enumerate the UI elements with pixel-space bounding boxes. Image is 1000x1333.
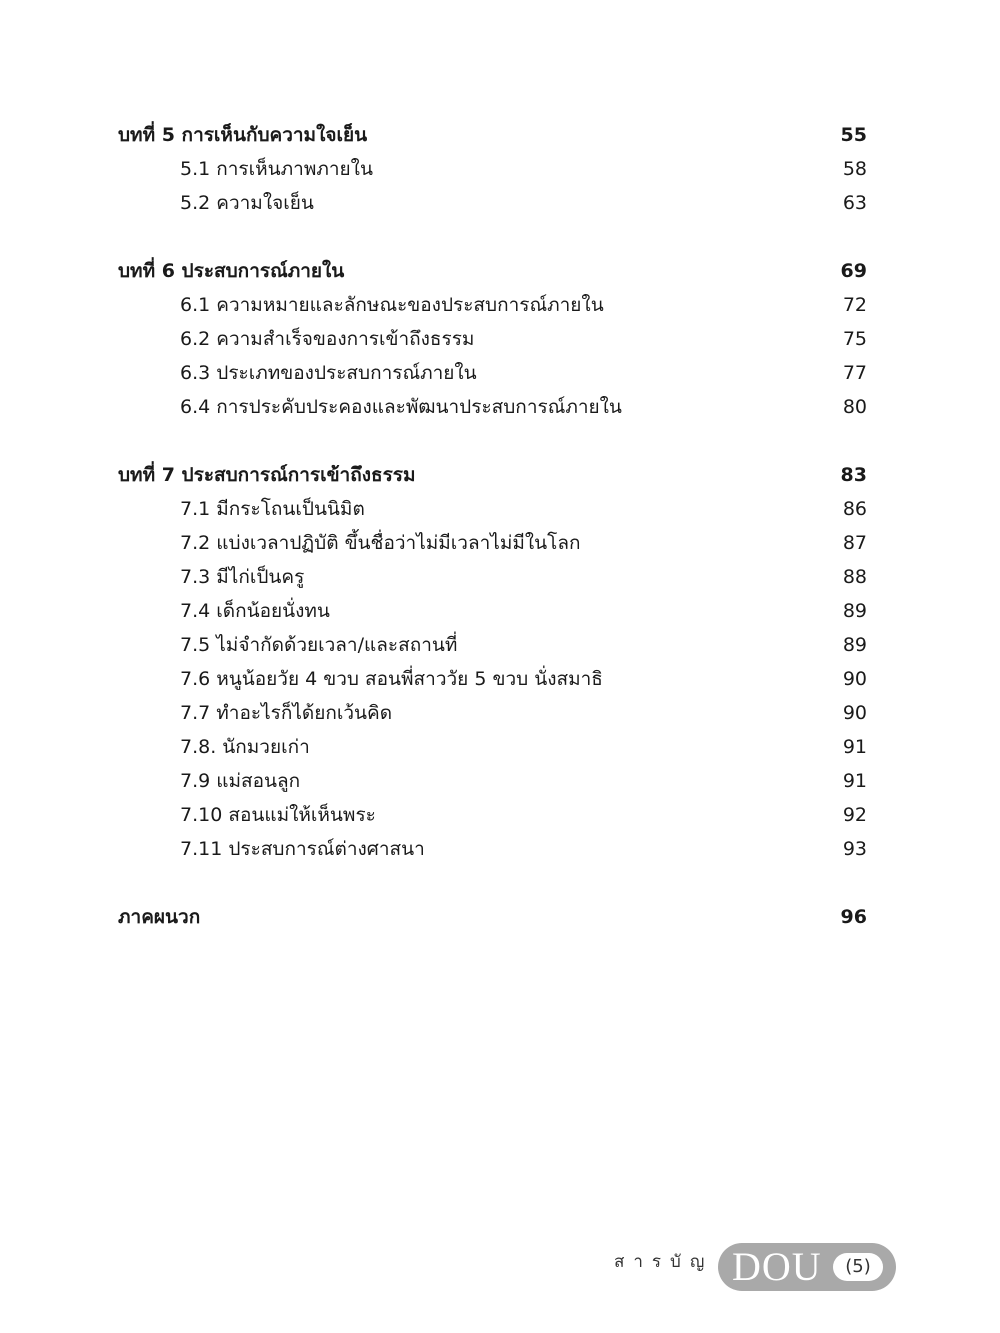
appendix-page: 96 [840,906,867,928]
entry-label: 7.4 เด็กน้อยนั่งทน [180,600,330,622]
entry-label: 5.1 การเห็นภาพภายใน [180,158,373,180]
entry-page: 89 [842,634,867,656]
entry-page: 88 [842,566,867,588]
toc-entry [118,390,867,424]
entry-label: 7.8. นักมวยเก่า [180,736,310,758]
entry-page: 58 [842,158,867,180]
toc-entry [118,288,867,322]
entry-label: 7.5 ไม่จำกัดด้วยเวลา/และสถานที่ [180,634,458,656]
entry-label: 7.3 มีไก่เป็นครู [180,566,305,588]
entry-page: 87 [842,532,867,554]
spacer [118,866,867,900]
entry-page: 80 [842,396,867,418]
entry-page: 86 [842,498,867,520]
appendix-heading [118,900,867,934]
spacer [118,424,867,458]
entry-page: 92 [842,804,867,826]
toc-entry [118,152,867,186]
toc-entry [118,730,867,764]
entry-page: 90 [842,668,867,690]
entry-label: 7.6 หนูน้อยวัย 4 ขวบ สอนพี่สาววัย 5 ขวบ นั่งสมาธิ [180,668,603,690]
toc-entry [118,526,867,560]
entry-label: 6.4 การประคับประคองและพัฒนาประสบการณ์ภายใน [180,396,622,418]
chapter-7-heading [118,458,867,492]
entry-page: 89 [842,600,867,622]
toc-entry [118,798,867,832]
dou-logo-text: DOU [732,1244,822,1289]
table-of-contents [118,118,867,934]
entry-page: 72 [842,294,867,316]
toc-entry [118,662,867,696]
entry-page: 91 [842,770,867,792]
entry-page: 91 [842,736,867,758]
toc-entry [118,764,867,798]
entry-page: 90 [842,702,867,724]
dou-badge [718,1243,896,1291]
chapter-page: 83 [840,464,867,486]
chapter-page: 55 [840,124,867,146]
toc-entry [118,628,867,662]
entry-label: 7.7 ทำอะไรก็ได้ยกเว้นคิด [180,702,393,724]
chapter-title: บทที่ 6 ประสบการณ์ภายใน [118,260,345,282]
entry-label: 7.10 สอนแม่ให้เห็นพระ [180,804,376,826]
entry-label: 6.2 ความสำเร็จของการเข้าถึงธรรม [180,328,475,350]
toc-entry [118,696,867,730]
toc-entry [118,356,867,390]
entry-label: 7.2 แบ่งเวลาปฏิบัติ ขึ้นชื่อว่าไม่มีเวลาไม่มีในโลก [180,532,581,554]
chapter-5-heading [118,118,867,152]
toc-entry [118,832,867,866]
entry-label: 6.3 ประเภทของประสบการณ์ภายใน [180,362,477,384]
toc-entry [118,594,867,628]
entry-page: 93 [842,838,867,860]
chapter-title: บทที่ 5 การเห็นกับความใจเย็น [118,124,368,146]
page-number: (5) [833,1253,883,1281]
entry-page: 63 [842,192,867,214]
spacer [118,220,867,254]
entry-page: 75 [842,328,867,350]
entry-label: 5.2 ความใจเย็น [180,192,314,214]
appendix-title: ภาคผนวก [118,906,201,928]
chapter-title: บทที่ 7 ประสบการณ์การเข้าถึงธรรม [118,464,416,486]
toc-entry [118,322,867,356]
toc-entry [118,186,867,220]
footer-section-label: สารบัญ [614,1252,714,1272]
entry-label: 6.1 ความหมายและลักษณะของประสบการณ์ภายใน [180,294,604,316]
chapter-6-heading [118,254,867,288]
entry-label: 7.9 แม่สอนลูก [180,770,301,792]
entry-page: 77 [842,362,867,384]
chapter-page: 69 [840,260,867,282]
toc-entry [118,492,867,526]
entry-label: 7.11 ประสบการณ์ต่างศาสนา [180,838,425,860]
entry-label: 7.1 มีกระโถนเป็นนิมิต [180,498,365,520]
toc-entry [118,560,867,594]
